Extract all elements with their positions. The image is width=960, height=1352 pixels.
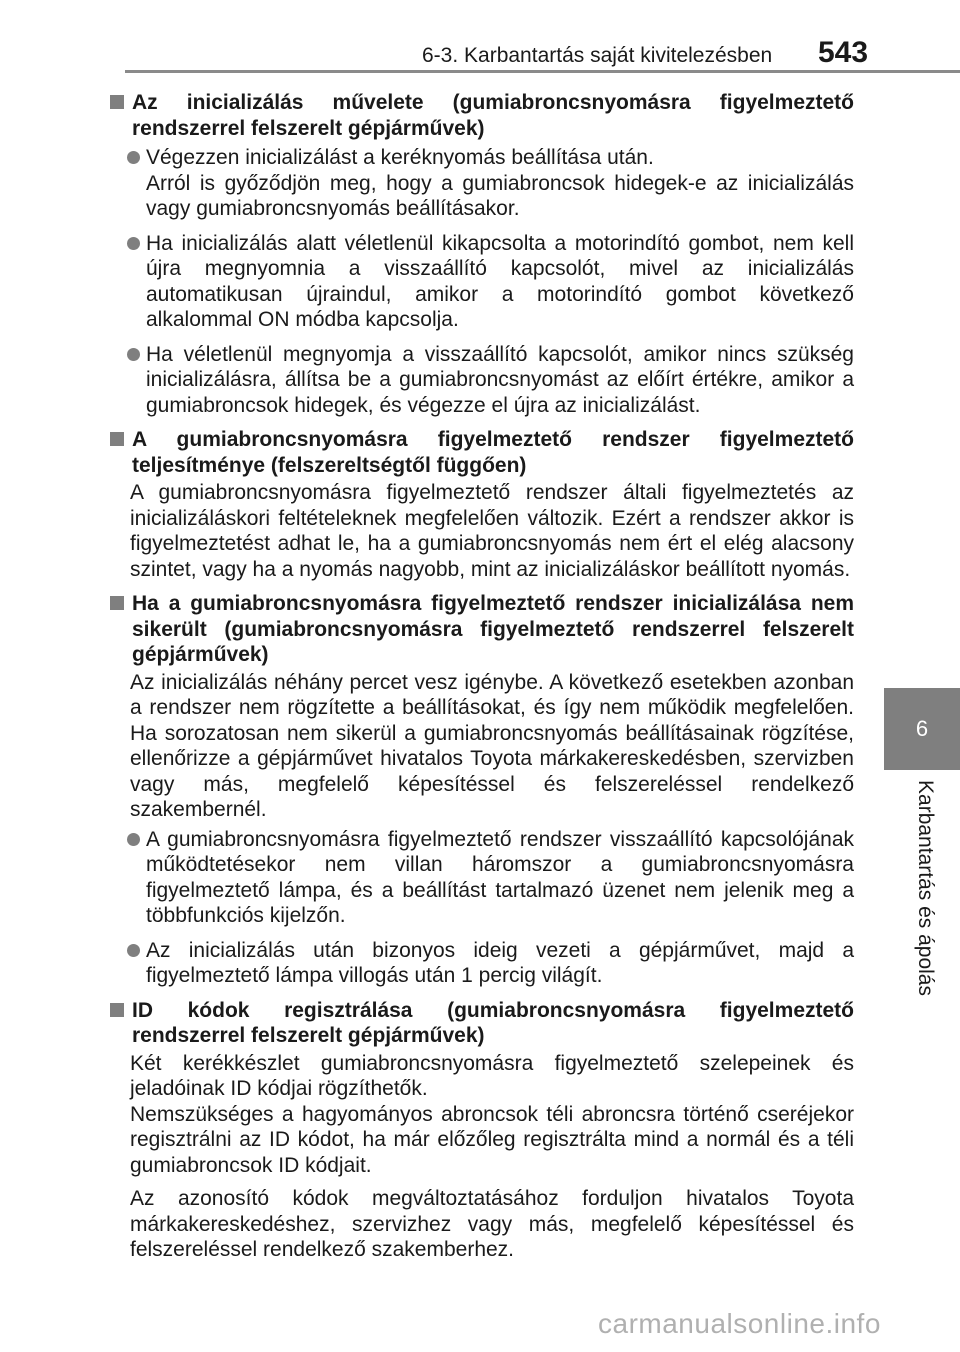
list-item-text <box>146 145 854 222</box>
section-heading-text: ID kódok regisztrálása (gumiabroncsnyomásra figyelmeztető rendszerrel felszerelt gépjárművek) <box>132 998 854 1047</box>
paragraph <box>130 1051 854 1179</box>
section-heading-text: Az inicializálás művelete (gumiabroncsnyomásra figyelmeztető rendszerrel felszerelt gépjárművek) <box>132 91 854 140</box>
section-heading-text: A gumiabroncsnyomásra figyelmeztető rendszer figyelmeztető teljesítménye (felszereltségtől függően) <box>132 428 854 477</box>
chapter-number: 6 <box>915 716 929 741</box>
square-bullet-icon <box>110 95 124 109</box>
page-header <box>0 20 960 70</box>
list-item-text <box>146 342 854 419</box>
chapter-label: Karbantartás és ápolás <box>914 780 937 996</box>
list-item-line: Arról is győződjön meg, hogy a gumiabroncsok hidegek-e az inicializálás vagy gumiabroncsnyomás beállításakor. <box>146 171 854 220</box>
square-bullet-icon <box>110 432 124 446</box>
paragraph-line: Nemszükséges a hagyományos abroncsok téli abroncsra történő cseréjekor regisztrálni az ID kódot, ha már előzőleg regisztrálta mind a normál és a téli gumiabroncsok ID kódjait. <box>130 1102 854 1177</box>
paragraph-line: Két kerékkészlet gumiabroncsnyomásra figyelmeztető szelepeinek és jeladóinak ID kódjai rögzíthetők. <box>130 1051 854 1100</box>
section-heading-text: Ha a gumiabroncsnyomásra figyelmeztető rendszer inicializálása nem sikerült (gumiabroncsnyomásra figyelmeztető rendszerrel felszerelt gépjárművek) <box>132 592 854 666</box>
section-heading <box>108 998 854 1049</box>
circle-bullet-icon <box>127 151 140 164</box>
circle-bullet-icon <box>127 237 140 250</box>
list-item-line: Ha inicializálás alatt véletlenül kikapcsolta a motorindító gombot, nem kell újra megnyomnia a visszaállító kapcsolót, mivel az inicializálás automatikusan újraindul, amikor a motorindító gombot következő alkalommal ON módba kapcsolja. <box>146 231 854 331</box>
section <box>108 90 854 418</box>
paragraph: Az inicializálás néhány percet vesz igénybe. A következő esetekben azonban a rendszer nem rögzítette a beállításokat, és így nem működik megfelelően. Ha sorozatosan nem sikerül a gumiabroncsnyomás beállításainak rögzítése, ellenőrizze a gépjárművet hivatalos Toyota márkakereskedésben, szervizben vagy más, megfelelő képesítéssel és felszereléssel rendelkező szakembernél. <box>130 670 854 821</box>
list-item <box>127 231 854 333</box>
watermark: carmanualsonline.info <box>598 1308 881 1339</box>
list-item-text <box>146 231 854 333</box>
page-content <box>108 90 854 1272</box>
list-item-line: A gumiabroncsnyomásra figyelmeztető rendszer visszaállító kapcsolójának működtetésekor nem villan háromszor a gumiabroncsnyomásra figyelmeztető lámpa, és a beállítást tartalmazó üzenet nem jelenik meg a többfunkciós kijelzőn. <box>146 827 854 927</box>
list-item <box>127 342 854 419</box>
list-item-line: Végezzen inicializálást a keréknyomás beállítása után. <box>146 146 654 169</box>
section-title: 6-3. Karbantartás saját kivitelezésben <box>422 44 773 67</box>
list-item <box>127 145 854 222</box>
square-bullet-icon <box>110 1003 124 1017</box>
paragraph: Az azonosító kódok megváltoztatásához forduljon hivatalos Toyota márkakereskedéshez, szervizhez vagy más, megfelelő képesítéssel és felszereléssel rendelkező szakemberhez. <box>130 1187 854 1261</box>
section <box>108 591 854 989</box>
circle-bullet-icon <box>127 833 140 846</box>
list-item <box>127 827 854 929</box>
paragraph: A gumiabroncsnyomásra figyelmeztető rendszer általi figyelmeztetés az inicializáláskori feltételeknek megfelelően változik. Ezért a rendszer akkor is figyelmeztetést adhat le, ha a gumiabroncsnyomás nem ért el elég alacsony szintet, vagy ha a nyomás nagyobb, mint az inicializáláskor beállított nyomás. <box>130 481 854 581</box>
section-heading <box>108 90 854 141</box>
section-heading <box>108 427 854 478</box>
section <box>108 427 854 582</box>
list-item <box>127 938 854 989</box>
list-item-line: Az inicializálás után bizonyos ideig vezeti a gépjárművet, majd a figyelmeztető lámpa villogás után 1 percig világít. <box>146 938 854 987</box>
square-bullet-icon <box>110 596 124 610</box>
list-item-text <box>146 938 854 989</box>
section <box>108 998 854 1263</box>
circle-bullet-icon <box>127 348 140 361</box>
section-heading <box>108 591 854 668</box>
list-item-line: Ha véletlenül megnyomja a visszaállító kapcsolót, amikor nincs szükség inicializálásra, állítsa be a gumiabroncsnyomást az előírt értékre, amikor a gumiabroncsok hidegek, és végezze el újra az inicializálást. <box>146 342 854 417</box>
header-rule <box>125 70 960 73</box>
list-item-text <box>146 827 854 929</box>
page-number: 543 <box>818 36 869 69</box>
circle-bullet-icon <box>127 944 140 957</box>
